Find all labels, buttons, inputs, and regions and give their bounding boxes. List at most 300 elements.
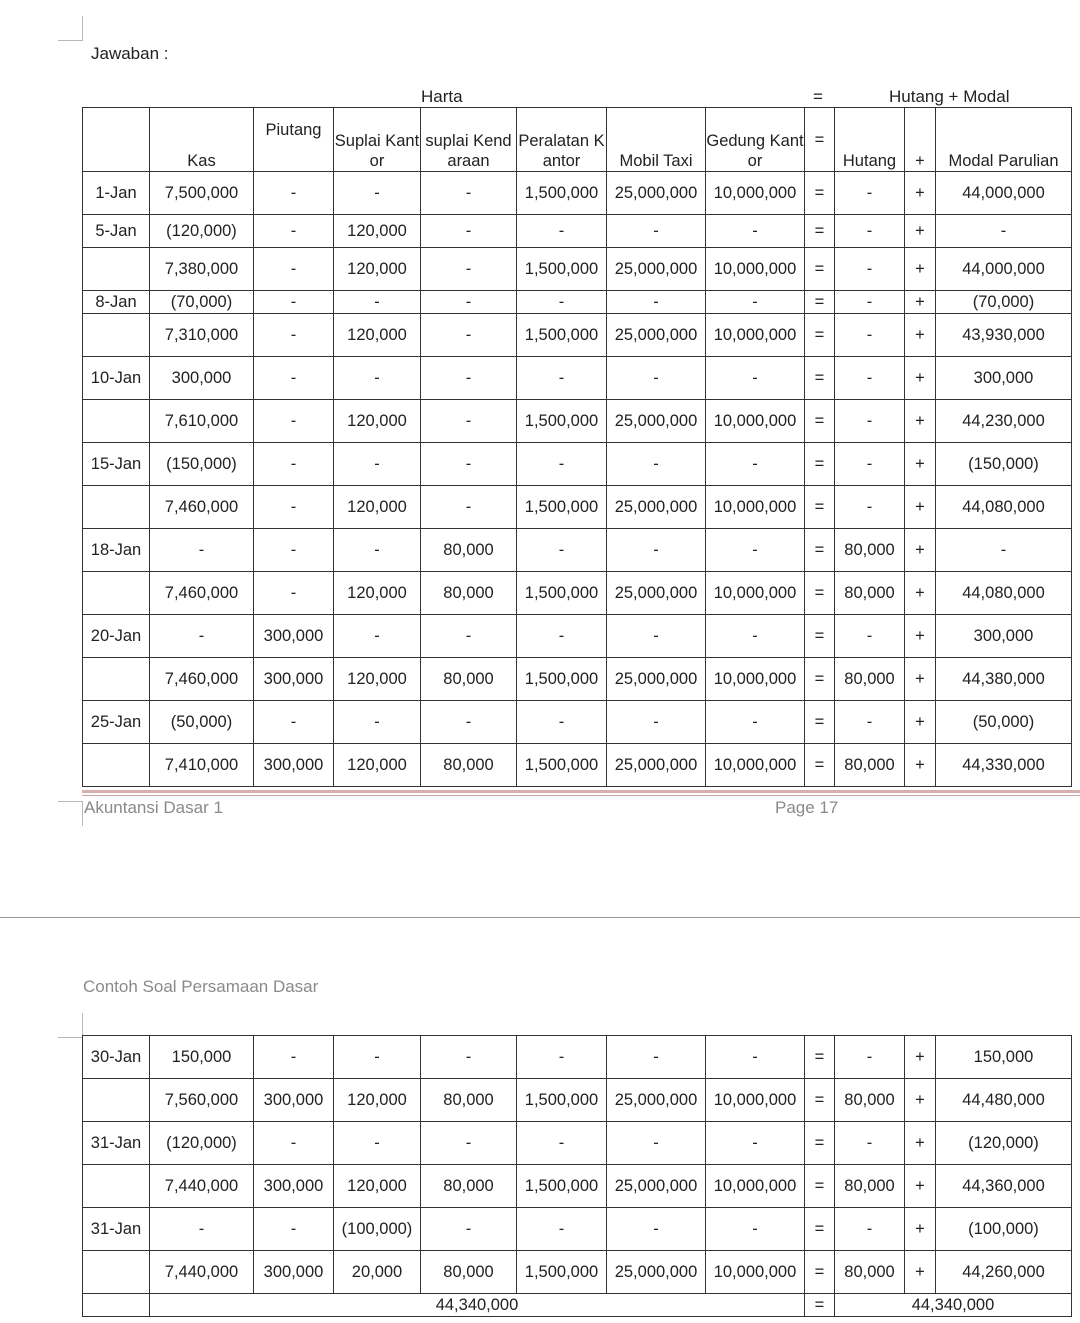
- plus-cell: +: [905, 486, 936, 529]
- equals-cell: =: [805, 1165, 835, 1208]
- corner-mark: [58, 1013, 83, 1038]
- plus-cell: +: [905, 443, 936, 486]
- hutang-cell: -: [835, 314, 905, 357]
- kas-cell: (120,000): [150, 215, 254, 248]
- gedung-kantor-cell: 10,000,000: [706, 486, 805, 529]
- hutang-cell: 80,000: [835, 744, 905, 787]
- modal-parulian-header: Modal Parulian: [936, 108, 1072, 172]
- date-cell: [83, 1165, 150, 1208]
- gedung-kantor-cell: -: [706, 357, 805, 400]
- suplai-kantor-cell: 120,000: [334, 572, 421, 615]
- suplai-kantor-cell: 120,000: [334, 1079, 421, 1122]
- mobil-taxi-cell: -: [607, 1036, 706, 1079]
- hutang-cell: 80,000: [835, 658, 905, 701]
- hutang-cell: 80,000: [835, 572, 905, 615]
- gedung-kantor-cell: 10,000,000: [706, 400, 805, 443]
- piutang-cell: 300,000: [254, 1251, 334, 1294]
- mobil-taxi-cell: 25,000,000: [607, 744, 706, 787]
- table-row: [83, 1208, 1072, 1251]
- kas-cell: (120,000): [150, 1122, 254, 1165]
- peralatan-kantor-cell: 1,500,000: [517, 400, 607, 443]
- date-cell: [83, 248, 150, 291]
- hutang-header: Hutang: [835, 108, 905, 172]
- equals-cell: =: [805, 1208, 835, 1251]
- date-cell: 20-Jan: [83, 615, 150, 658]
- equals-cell: =: [805, 658, 835, 701]
- piutang-cell: -: [254, 486, 334, 529]
- kas-cell: -: [150, 529, 254, 572]
- suplai-kendaraan-cell: -: [421, 172, 517, 215]
- gedung-kantor-header: Gedung Kantor: [706, 108, 805, 172]
- date-cell: [83, 572, 150, 615]
- suplai-kendaraan-cell: 80,000: [421, 744, 517, 787]
- table-row: [83, 529, 1072, 572]
- table-row: [83, 172, 1072, 215]
- equals-cell: =: [805, 486, 835, 529]
- equals-cell: =: [805, 443, 835, 486]
- peralatan-kantor-cell: 1,500,000: [517, 172, 607, 215]
- modal-parulian-cell: 44,000,000: [936, 172, 1072, 215]
- hutang-cell: -: [835, 486, 905, 529]
- mobil-taxi-cell: -: [607, 291, 706, 314]
- modal-parulian-cell: 44,000,000: [936, 248, 1072, 291]
- plus-cell: +: [905, 314, 936, 357]
- mobil-taxi-cell: -: [607, 215, 706, 248]
- peralatan-kantor-cell: 1,500,000: [517, 572, 607, 615]
- peralatan-kantor-cell: -: [517, 291, 607, 314]
- kas-cell: -: [150, 615, 254, 658]
- gedung-kantor-cell: 10,000,000: [706, 248, 805, 291]
- kas-cell: 7,440,000: [150, 1251, 254, 1294]
- date-cell: 8-Jan: [83, 291, 150, 314]
- kas-cell: 7,500,000: [150, 172, 254, 215]
- kas-cell: 7,440,000: [150, 1165, 254, 1208]
- date-cell: 1-Jan: [83, 172, 150, 215]
- kas-cell: -: [150, 1208, 254, 1251]
- plus-cell: +: [905, 172, 936, 215]
- peralatan-kantor-cell: -: [517, 1208, 607, 1251]
- gedung-kantor-cell: -: [706, 291, 805, 314]
- piutang-cell: 300,000: [254, 1165, 334, 1208]
- equals-cell: =: [805, 291, 835, 314]
- peralatan-kantor-cell: -: [517, 443, 607, 486]
- piutang-cell: -: [254, 1036, 334, 1079]
- hutang-cell: -: [835, 1208, 905, 1251]
- hutang-cell: -: [835, 615, 905, 658]
- equals-cell: =: [805, 215, 835, 248]
- peralatan-kantor-cell: 1,500,000: [517, 658, 607, 701]
- gedung-kantor-cell: -: [706, 615, 805, 658]
- plus-cell: +: [905, 1122, 936, 1165]
- modal-parulian-cell: -: [936, 215, 1072, 248]
- suplai-kendaraan-cell: -: [421, 400, 517, 443]
- modal-parulian-cell: 44,260,000: [936, 1251, 1072, 1294]
- answer-label: Jawaban :: [91, 44, 169, 63]
- column-header-row: [83, 108, 1072, 172]
- modal-parulian-cell: 44,080,000: [936, 486, 1072, 529]
- gedung-kantor-cell: 10,000,000: [706, 1251, 805, 1294]
- date-cell: 18-Jan: [83, 529, 150, 572]
- gedung-kantor-cell: -: [706, 1208, 805, 1251]
- mobil-taxi-cell: -: [607, 1208, 706, 1251]
- gedung-kantor-cell: 10,000,000: [706, 744, 805, 787]
- modal-parulian-cell: (70,000): [936, 291, 1072, 314]
- totals-row: [83, 1294, 1072, 1317]
- date-cell: 10-Jan: [83, 357, 150, 400]
- equals-cell: =: [805, 1251, 835, 1294]
- equals-header: =: [813, 87, 823, 106]
- plus-cell: +: [905, 1036, 936, 1079]
- gedung-kantor-cell: -: [706, 443, 805, 486]
- suplai-kantor-cell: 120,000: [334, 248, 421, 291]
- total-assets-cell: 44,340,000: [150, 1294, 805, 1317]
- plus-cell: +: [905, 744, 936, 787]
- piutang-cell: -: [254, 443, 334, 486]
- kas-cell: 7,410,000: [150, 744, 254, 787]
- piutang-cell: 300,000: [254, 1079, 334, 1122]
- modal-parulian-cell: 44,360,000: [936, 1165, 1072, 1208]
- suplai-kendaraan-cell: -: [421, 314, 517, 357]
- mobil-taxi-cell: -: [607, 529, 706, 572]
- equals-cell: =: [805, 314, 835, 357]
- hutang-cell: -: [835, 1122, 905, 1165]
- suplai-kendaraan-cell: -: [421, 1208, 517, 1251]
- peralatan-kantor-cell: 1,500,000: [517, 248, 607, 291]
- date-cell: [83, 1079, 150, 1122]
- equals-cell: =: [805, 572, 835, 615]
- peralatan-kantor-cell: -: [517, 529, 607, 572]
- suplai-kantor-cell: 120,000: [334, 1165, 421, 1208]
- suplai-kendaraan-cell: 80,000: [421, 658, 517, 701]
- peralatan-kantor-cell: 1,500,000: [517, 744, 607, 787]
- hutang-cell: -: [835, 215, 905, 248]
- suplai-kantor-cell: -: [334, 1122, 421, 1165]
- plus-cell: +: [905, 572, 936, 615]
- kas-cell: (70,000): [150, 291, 254, 314]
- suplai-kendaraan-header: suplai Kendaraan: [421, 108, 517, 172]
- hutang-cell: 80,000: [835, 1165, 905, 1208]
- transaction-table: [82, 107, 1072, 787]
- hutang-cell: -: [835, 357, 905, 400]
- piutang-header: Piutang: [254, 108, 334, 172]
- suplai-kendaraan-cell: -: [421, 248, 517, 291]
- page-separator: [0, 917, 1080, 918]
- plus-cell: +: [905, 400, 936, 443]
- plus-cell: +: [905, 1251, 936, 1294]
- suplai-kendaraan-cell: -: [421, 1036, 517, 1079]
- table-row: [83, 701, 1072, 744]
- suplai-kantor-cell: 20,000: [334, 1251, 421, 1294]
- gedung-kantor-cell: 10,000,000: [706, 1079, 805, 1122]
- piutang-cell: -: [254, 215, 334, 248]
- hutang-cell: 80,000: [835, 1079, 905, 1122]
- piutang-cell: -: [254, 1208, 334, 1251]
- suplai-kendaraan-cell: 80,000: [421, 529, 517, 572]
- modal-parulian-cell: 300,000: [936, 615, 1072, 658]
- modal-parulian-cell: 44,330,000: [936, 744, 1072, 787]
- subtotal-row: [83, 314, 1072, 357]
- plus-cell: +: [905, 291, 936, 314]
- footer-rule-thin: [82, 795, 1080, 796]
- equals-cell: =: [805, 615, 835, 658]
- date-cell: 31-Jan: [83, 1208, 150, 1251]
- peralatan-kantor-cell: 1,500,000: [517, 1251, 607, 1294]
- subtotal-row: [83, 400, 1072, 443]
- suplai-kantor-cell: 120,000: [334, 215, 421, 248]
- peralatan-kantor-cell: -: [517, 615, 607, 658]
- subtotal-row: [83, 1079, 1072, 1122]
- suplai-kantor-cell: 120,000: [334, 658, 421, 701]
- equals-cell: =: [805, 744, 835, 787]
- mobil-taxi-cell: -: [607, 701, 706, 744]
- piutang-cell: -: [254, 1122, 334, 1165]
- mobil-taxi-cell: 25,000,000: [607, 658, 706, 701]
- table-row: [83, 615, 1072, 658]
- suplai-kendaraan-cell: -: [421, 215, 517, 248]
- peralatan-kantor-cell: -: [517, 215, 607, 248]
- date-cell: 15-Jan: [83, 443, 150, 486]
- suplai-kantor-cell: -: [334, 291, 421, 314]
- mobil-taxi-cell: 25,000,000: [607, 248, 706, 291]
- totals-equals-cell: =: [805, 1294, 835, 1317]
- section-title: Contoh Soal Persamaan Dasar: [83, 977, 319, 996]
- totals-empty-cell: [83, 1294, 150, 1317]
- hutang-cell: -: [835, 1036, 905, 1079]
- table-row: [83, 1036, 1072, 1079]
- piutang-cell: 300,000: [254, 744, 334, 787]
- suplai-kendaraan-cell: -: [421, 486, 517, 529]
- piutang-cell: -: [254, 314, 334, 357]
- mobil-taxi-cell: -: [607, 357, 706, 400]
- footer-rule: [82, 790, 1080, 793]
- piutang-cell: -: [254, 701, 334, 744]
- equals-cell: =: [805, 701, 835, 744]
- mobil-taxi-cell: 25,000,000: [607, 1165, 706, 1208]
- subtotal-row: [83, 1251, 1072, 1294]
- suplai-kantor-cell: -: [334, 701, 421, 744]
- mobil-taxi-cell: -: [607, 1122, 706, 1165]
- piutang-cell: -: [254, 357, 334, 400]
- plus-cell: +: [905, 1165, 936, 1208]
- equals-cell: =: [805, 248, 835, 291]
- mobil-taxi-cell: 25,000,000: [607, 172, 706, 215]
- hutang-cell: 80,000: [835, 1251, 905, 1294]
- subtotal-row: [83, 744, 1072, 787]
- suplai-kantor-cell: -: [334, 357, 421, 400]
- suplai-kendaraan-cell: 80,000: [421, 1251, 517, 1294]
- kas-cell: 7,310,000: [150, 314, 254, 357]
- piutang-cell: 300,000: [254, 658, 334, 701]
- mobil-taxi-header: Mobil Taxi: [607, 108, 706, 172]
- peralatan-kantor-cell: 1,500,000: [517, 314, 607, 357]
- mobil-taxi-cell: 25,000,000: [607, 400, 706, 443]
- subtotal-row: [83, 248, 1072, 291]
- modal-parulian-cell: (150,000): [936, 443, 1072, 486]
- gedung-kantor-cell: 10,000,000: [706, 314, 805, 357]
- peralatan-kantor-cell: -: [517, 357, 607, 400]
- gedung-kantor-cell: -: [706, 1122, 805, 1165]
- equals-cell: =: [805, 1036, 835, 1079]
- hutang-cell: -: [835, 400, 905, 443]
- date-cell: 5-Jan: [83, 215, 150, 248]
- peralatan-kantor-cell: 1,500,000: [517, 1079, 607, 1122]
- equals-cell: =: [805, 1122, 835, 1165]
- peralatan-kantor-cell: 1,500,000: [517, 486, 607, 529]
- total-liabilities-equity-cell: 44,340,000: [835, 1294, 1072, 1317]
- modal-parulian-cell: 44,080,000: [936, 572, 1072, 615]
- modal-parulian-cell: 44,230,000: [936, 400, 1072, 443]
- equals-column-header: =: [805, 108, 835, 172]
- table-row: [83, 357, 1072, 400]
- modal-parulian-cell: 150,000: [936, 1036, 1072, 1079]
- kas-cell: 7,460,000: [150, 572, 254, 615]
- gedung-kantor-cell: 10,000,000: [706, 172, 805, 215]
- piutang-cell: -: [254, 529, 334, 572]
- modal-parulian-cell: (100,000): [936, 1208, 1072, 1251]
- piutang-cell: -: [254, 400, 334, 443]
- plus-cell: +: [905, 615, 936, 658]
- piutang-cell: -: [254, 572, 334, 615]
- plus-cell: +: [905, 658, 936, 701]
- equals-cell: =: [805, 172, 835, 215]
- mobil-taxi-cell: -: [607, 615, 706, 658]
- hutang-cell: -: [835, 172, 905, 215]
- kas-cell: 7,460,000: [150, 486, 254, 529]
- date-cell: 30-Jan: [83, 1036, 150, 1079]
- modal-parulian-cell: 44,480,000: [936, 1079, 1072, 1122]
- suplai-kantor-header: Suplai Kantor: [334, 108, 421, 172]
- kas-cell: 7,380,000: [150, 248, 254, 291]
- transaction-table-continued: [82, 1035, 1072, 1317]
- mobil-taxi-cell: 25,000,000: [607, 1251, 706, 1294]
- peralatan-kantor-cell: -: [517, 1036, 607, 1079]
- mobil-taxi-cell: 25,000,000: [607, 572, 706, 615]
- suplai-kantor-cell: -: [334, 443, 421, 486]
- suplai-kantor-cell: (100,000): [334, 1208, 421, 1251]
- hutang-modal-header: Hutang + Modal: [889, 87, 1010, 106]
- equals-cell: =: [805, 1079, 835, 1122]
- suplai-kendaraan-cell: 80,000: [421, 1165, 517, 1208]
- suplai-kendaraan-cell: -: [421, 443, 517, 486]
- date-cell: 25-Jan: [83, 701, 150, 744]
- gedung-kantor-cell: 10,000,000: [706, 658, 805, 701]
- subtotal-row: [83, 486, 1072, 529]
- suplai-kendaraan-cell: -: [421, 701, 517, 744]
- kas-cell: 7,610,000: [150, 400, 254, 443]
- mobil-taxi-cell: -: [607, 443, 706, 486]
- modal-parulian-cell: 43,930,000: [936, 314, 1072, 357]
- suplai-kantor-cell: -: [334, 172, 421, 215]
- suplai-kendaraan-cell: 80,000: [421, 1079, 517, 1122]
- plus-column-header: +: [905, 108, 936, 172]
- suplai-kendaraan-cell: 80,000: [421, 572, 517, 615]
- piutang-cell: -: [254, 291, 334, 314]
- modal-parulian-cell: (120,000): [936, 1122, 1072, 1165]
- date-cell: [83, 1251, 150, 1294]
- mobil-taxi-cell: 25,000,000: [607, 486, 706, 529]
- kas-cell: 150,000: [150, 1036, 254, 1079]
- suplai-kendaraan-cell: -: [421, 357, 517, 400]
- corner-mark: [58, 801, 83, 826]
- equals-cell: =: [805, 529, 835, 572]
- suplai-kantor-cell: 120,000: [334, 744, 421, 787]
- modal-parulian-cell: 44,380,000: [936, 658, 1072, 701]
- kas-cell: 7,460,000: [150, 658, 254, 701]
- gedung-kantor-cell: -: [706, 701, 805, 744]
- suplai-kendaraan-cell: -: [421, 291, 517, 314]
- plus-cell: +: [905, 1079, 936, 1122]
- gedung-kantor-cell: -: [706, 1036, 805, 1079]
- suplai-kantor-cell: 120,000: [334, 400, 421, 443]
- table-row: [83, 215, 1072, 248]
- kas-cell: 7,560,000: [150, 1079, 254, 1122]
- footer-title: Akuntansi Dasar 1: [84, 798, 223, 817]
- mobil-taxi-cell: 25,000,000: [607, 314, 706, 357]
- gedung-kantor-cell: -: [706, 215, 805, 248]
- modal-parulian-cell: (50,000): [936, 701, 1072, 744]
- table-row: [83, 291, 1072, 314]
- table-row: [83, 1122, 1072, 1165]
- hutang-cell: -: [835, 291, 905, 314]
- suplai-kantor-cell: 120,000: [334, 486, 421, 529]
- kas-cell: (50,000): [150, 701, 254, 744]
- hutang-cell: 80,000: [835, 529, 905, 572]
- suplai-kantor-cell: -: [334, 1036, 421, 1079]
- subtotal-row: [83, 572, 1072, 615]
- plus-cell: +: [905, 529, 936, 572]
- equals-cell: =: [805, 400, 835, 443]
- suplai-kantor-cell: -: [334, 529, 421, 572]
- equals-cell: =: [805, 357, 835, 400]
- gedung-kantor-cell: 10,000,000: [706, 1165, 805, 1208]
- table-row: [83, 443, 1072, 486]
- hutang-cell: -: [835, 443, 905, 486]
- piutang-cell: -: [254, 248, 334, 291]
- date-cell: [83, 744, 150, 787]
- plus-cell: +: [905, 248, 936, 291]
- corner-mark: [58, 16, 83, 41]
- page-number: Page 17: [775, 798, 839, 817]
- kas-cell: (150,000): [150, 443, 254, 486]
- peralatan-kantor-cell: 1,500,000: [517, 1165, 607, 1208]
- suplai-kantor-cell: -: [334, 615, 421, 658]
- modal-parulian-cell: -: [936, 529, 1072, 572]
- mobil-taxi-cell: 25,000,000: [607, 1079, 706, 1122]
- date-cell: [83, 400, 150, 443]
- kas-cell: 300,000: [150, 357, 254, 400]
- plus-cell: +: [905, 357, 936, 400]
- date-cell: [83, 486, 150, 529]
- hutang-cell: -: [835, 701, 905, 744]
- suplai-kendaraan-cell: -: [421, 1122, 517, 1165]
- peralatan-kantor-cell: -: [517, 701, 607, 744]
- harta-header: Harta: [421, 87, 463, 106]
- gedung-kantor-cell: 10,000,000: [706, 572, 805, 615]
- hutang-cell: -: [835, 248, 905, 291]
- suplai-kantor-cell: 120,000: [334, 314, 421, 357]
- subtotal-row: [83, 1165, 1072, 1208]
- date-cell: [83, 658, 150, 701]
- piutang-cell: 300,000: [254, 615, 334, 658]
- gedung-kantor-cell: -: [706, 529, 805, 572]
- plus-cell: +: [905, 1208, 936, 1251]
- peralatan-kantor-header: Peralatan Kantor: [517, 108, 607, 172]
- date-header: [83, 108, 150, 172]
- kas-header: Kas: [150, 108, 254, 172]
- plus-cell: +: [905, 215, 936, 248]
- subtotal-row: [83, 658, 1072, 701]
- piutang-cell: -: [254, 172, 334, 215]
